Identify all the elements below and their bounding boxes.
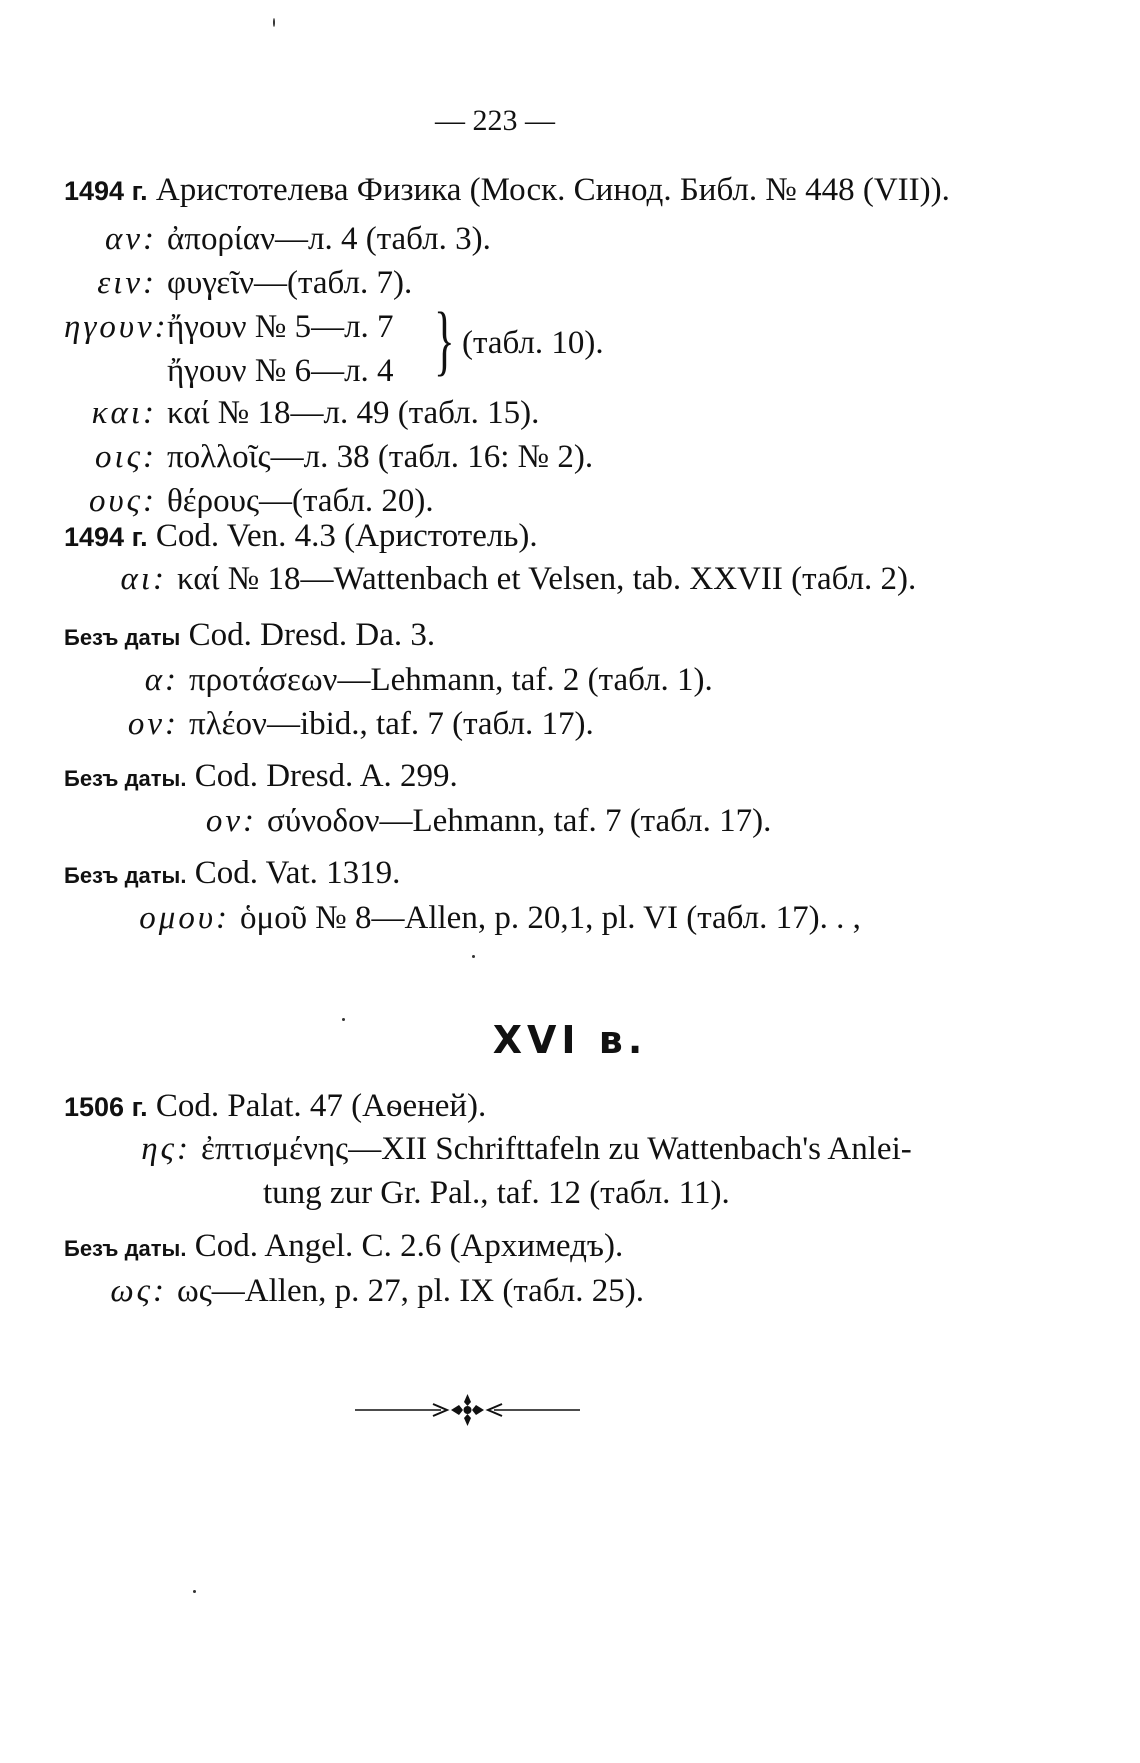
letter-key: ειν:: [97, 265, 157, 301]
letter-example: πολλοῖς—л. 38 (табл. 16: № 2).: [167, 439, 594, 475]
letter-key: ον:: [127, 706, 179, 742]
letter-key: ης:: [141, 1131, 191, 1167]
print-speck: [342, 1018, 345, 1021]
letter-example: πλέον—ibid., taf. 7 (табл. 17).: [189, 706, 594, 742]
entry-heading: [64, 516, 1074, 557]
entry-angel: [64, 1226, 1074, 1313]
letter-row: [64, 1127, 1074, 1171]
ornament-divider-icon: [355, 1390, 580, 1430]
entry-date: 1506 г.: [64, 1092, 148, 1122]
entry-date: Безъ даты.: [64, 1236, 187, 1261]
page-number: — 223 —: [435, 104, 555, 137]
letter-example: σύνοδον—Lehmann, taf. 7 (табл. 17).: [267, 803, 772, 839]
print-speck: [472, 955, 475, 958]
entry-heading: [64, 170, 1074, 211]
letter-example: ὁμοῦ № 8—Allen, p. 20,1, pl. VI (табл. 17). . ,: [240, 900, 861, 936]
entry-heading: [64, 853, 1074, 896]
letter-row: [64, 799, 1074, 843]
letter-example: φυγεῖν—(табл. 7).: [167, 265, 413, 301]
entry-date: Безъ даты.: [64, 766, 187, 791]
letter-example: ἐπτισμένης—XII Schrifttafeln zu Wattenbach's Anlei-: [201, 1131, 912, 1167]
entry-date: 1494 г.: [64, 176, 148, 206]
entry-heading: [64, 615, 1074, 658]
entry-title: Cod. Ven. 4.3 (Аристотель).: [155, 518, 538, 554]
entry-title: Cod. Dresd. A. 299.: [194, 758, 458, 794]
letter-example: ἀπορίαν—л. 4 (табл. 3).: [167, 221, 491, 257]
section-title: XVI в.: [492, 1018, 648, 1062]
letter-example: καί № 18—Wattenbach et Velsen, tab. XXVII (табл. 2).: [177, 561, 917, 597]
letter-key: ομου:: [139, 900, 230, 936]
entry-1506-palat: [64, 1086, 1074, 1215]
letter-row: [64, 1269, 1074, 1313]
entry-dresd-da3: [64, 615, 1074, 746]
letter-key: ως:: [110, 1273, 167, 1309]
brace-label: (табл. 10).: [462, 325, 604, 361]
entry-heading: [64, 1086, 1074, 1127]
letter-key: α:: [144, 662, 179, 698]
letter-key: οις:: [94, 439, 157, 475]
brace-group: [64, 296, 1074, 391]
letter-row: [64, 217, 1074, 261]
entry-date: Безъ даты: [64, 625, 181, 650]
letter-key: αν:: [105, 221, 157, 257]
letter-key: αι:: [120, 561, 167, 597]
letter-row: [64, 435, 1074, 479]
entry-heading: [64, 756, 1074, 799]
letter-row: [64, 658, 1074, 702]
entry-date: Безъ даты.: [64, 863, 187, 888]
entry-1494-physics: [64, 170, 1074, 523]
letter-key: ον:: [205, 803, 257, 839]
letter-row: [64, 702, 1074, 746]
letter-row: [64, 1171, 1074, 1215]
entry-date: 1494 г.: [64, 522, 148, 552]
letter-example: ἤγουν № 5—л. 7: [167, 309, 394, 345]
letter-key: ους:: [88, 483, 157, 519]
entry-title: Cod. Palat. 47 (Аѳеней).: [155, 1088, 487, 1124]
letter-key: ηγουν:: [64, 309, 169, 345]
letter-example: θέρους—(табл. 20).: [167, 483, 434, 519]
entry-title: Cod. Dresd. Da. 3.: [188, 617, 436, 653]
entry-dresd-a299: [64, 756, 1074, 843]
brace-symbol: }: [434, 296, 455, 383]
print-speck: [273, 18, 275, 27]
entry-title: Cod. Angel. C. 2.6 (Архимедъ).: [194, 1228, 624, 1264]
entry-heading: [64, 1226, 1074, 1269]
letter-example: καί № 18—л. 49 (табл. 15).: [167, 395, 540, 431]
letter-example: ως—Allen, p. 27, pl. IX (табл. 25).: [177, 1273, 644, 1309]
letter-row: [64, 261, 1074, 305]
entry-vat-1319: [64, 853, 1074, 940]
letter-row: [64, 557, 1074, 601]
entry-1494-ven: [64, 516, 1074, 601]
letter-row: [64, 391, 1074, 435]
letter-example: ἤγουν № 6—л. 4: [167, 353, 394, 389]
letter-example: προτάσεων—Lehmann, taf. 2 (табл. 1).: [189, 662, 713, 698]
letter-example-continuation: tung zur Gr. Pal., taf. 12 (табл. 11).: [263, 1175, 730, 1211]
letter-row: [64, 896, 1074, 940]
entry-title: Cod. Vat. 1319.: [194, 855, 401, 891]
letter-key: και:: [91, 395, 157, 431]
print-speck: [193, 1590, 196, 1593]
entry-title: Аристотелева Физика (Моск. Синод. Библ. № 448 (VII)).: [155, 172, 950, 208]
